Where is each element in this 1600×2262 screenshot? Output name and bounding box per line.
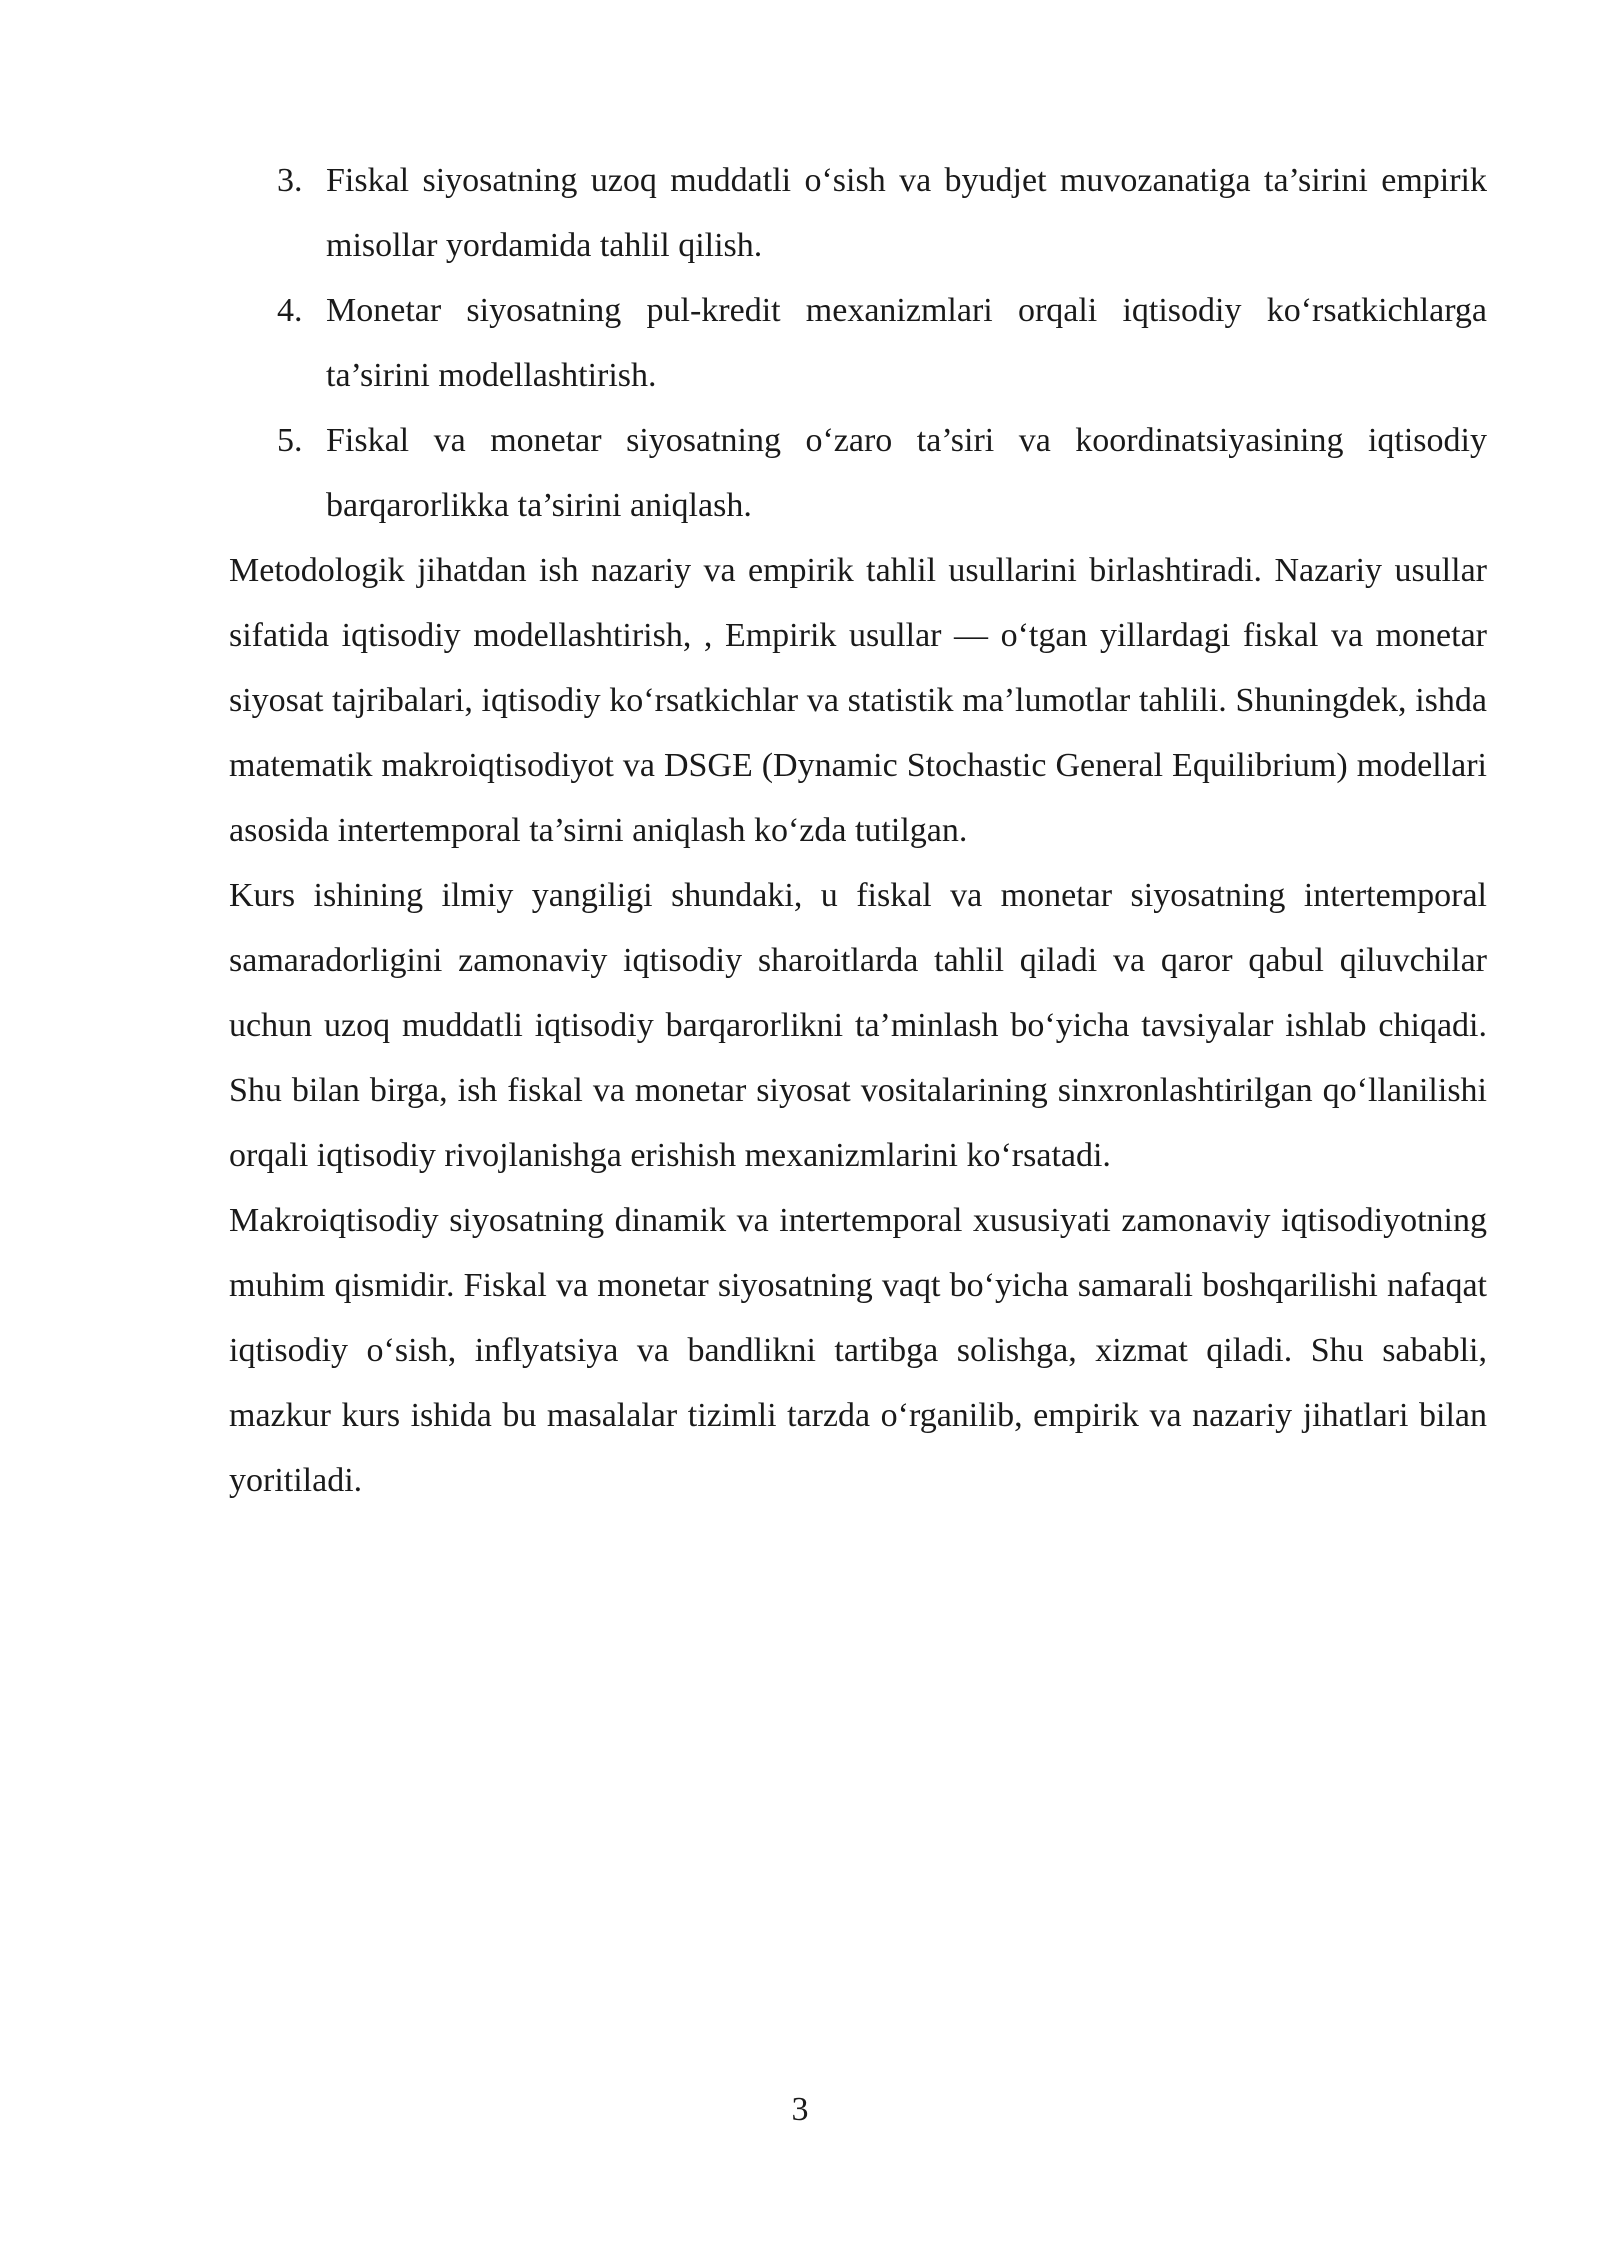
list-item-number: 4. [277,292,303,329]
list-item-text: Monetar siyosatning pul-kredit mexanizmlari orqali iqtisodiy ko‘rsatkichlarga ta’sirini modellashtirish. [326,292,1487,394]
list-item-number: 3. [277,162,303,199]
list-item [229,148,1487,278]
page-number: 3 [791,2091,809,2128]
list-item-text: Fiskal va monetar siyosatning o‘zaro ta’siri va koordinatsiyasining iqtisodiy barqarorlikka ta’sirini aniqlash. [326,422,1487,524]
objectives-list [229,148,1487,538]
conclusion-paragraph: Makroiqtisodiy siyosatning dinamik va intertemporal xususiyati zamonaviy iqtisodiyotning muhim qismidir. Fiskal va monetar siyosatning vaqt bo‘yicha samarali boshqarilishi nafaqat iqtisodiy o‘sish, inflyatsiya va bandlikni tartibga solishga, xizmat qiladi. Shu sababli, mazkur kurs ishida bu masalalar tizimli tarzda o‘rganilib, empirik va nazariy jihatlari bilan yoritiladi. [229,1202,1487,1499]
document-page [229,148,1487,1513]
list-item [229,278,1487,408]
list-item-text: Fiskal siyosatning uzoq muddatli o‘sish va byudjet muvozanatiga ta’sirini empirik misollar yordamida tahlil qilish. [326,162,1487,264]
novelty-paragraph: Kurs ishining ilmiy yangiligi shundaki, u fiskal va monetar siyosatning intertemporal samaradorligini zamonaviy iqtisodiy sharoitlarda tahlil qiladi va qaror qabul qiluvchilar uchun uzoq muddatli iqtisodiy barqarorlikni ta’minlash bo‘yicha tavsiyalar ishlab chiqadi. Shu bilan birga, ish fiskal va monetar siyosat vositalarining sinxronlashtirilgan qo‘llanilishi orqali iqtisodiy rivojlanishga erishish mexanizmlarini ko‘rsatadi. [229,877,1487,1174]
list-item [229,408,1487,538]
methodology-paragraph: Metodologik jihatdan ish nazariy va empirik tahlil usullarini birlashtiradi. Nazariy usullar sifatida iqtisodiy modellashtirish, , Empirik usullar — o‘tgan yillardagi fiskal va monetar siyosat tajribalari, iqtisodiy ko‘rsatkichlar va statistik ma’lumotlar tahlili. Shuningdek, ishda matematik makroiqtisodiyot va DSGE (Dynamic Stochastic General Equilibrium) modellari asosida intertemporal ta’sirni aniqlash ko‘zda tutilgan. [229,552,1487,849]
list-item-number: 5. [277,422,303,459]
